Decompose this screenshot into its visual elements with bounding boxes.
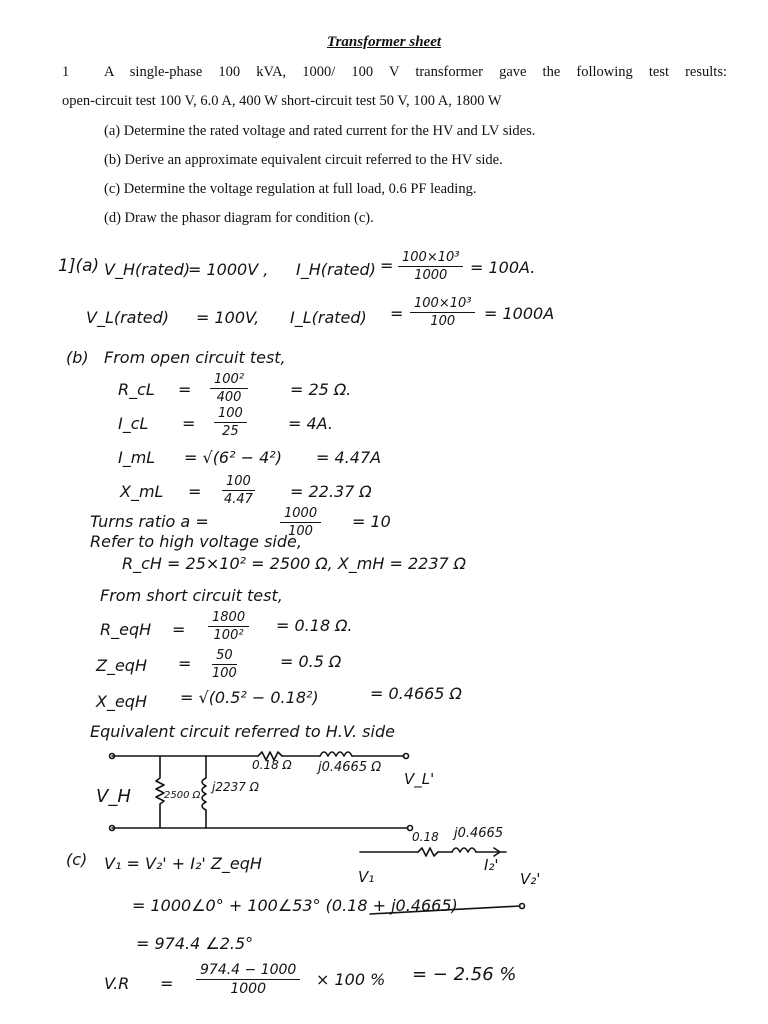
- turns-ratio-label: Turns ratio a =: [90, 512, 209, 531]
- c-circuit-v2-label: V₂': [520, 870, 541, 888]
- refer-hv-line: Refer to high voltage side,: [90, 532, 302, 551]
- ih-rated-result: = 100A.: [470, 258, 536, 277]
- rcl-label: R_cL: [118, 380, 155, 399]
- il-rated-label: I_L(rated): [290, 308, 367, 327]
- solution-a-label: 1](a): [58, 256, 100, 276]
- question-part-c: (c) Determine the voltage regulation at full load, 0.6 PF leading.: [104, 181, 477, 197]
- req-equals: =: [172, 620, 186, 639]
- turns-ratio-result: = 10: [352, 512, 391, 531]
- zeq-result: = 0.5 Ω: [280, 652, 342, 671]
- xml-label: X_mL: [120, 482, 164, 501]
- c-circuit-resistance-label: 0.18: [412, 830, 439, 844]
- c-result-terminal: [520, 904, 525, 909]
- ec-inductor: [320, 752, 352, 756]
- xeq-result: = 0.4665 Ω: [370, 684, 462, 703]
- question-part-d: (d) Draw the phasor diagram for condition (c).: [104, 210, 374, 226]
- il-rated-result: = 1000A: [484, 304, 555, 323]
- rcl-equals: =: [178, 380, 192, 399]
- zeq-equals: =: [178, 654, 192, 673]
- c-circuit-inductor: [452, 848, 476, 852]
- icl-denominator: 25: [222, 424, 239, 439]
- question-number: 1: [62, 64, 70, 80]
- req-denominator: 100²: [213, 628, 244, 643]
- c-circuit-v1-label: V₁: [358, 868, 375, 886]
- ih-rated-denominator: 1000: [414, 268, 448, 283]
- c-circuit-reactance-label: j0.4665: [454, 826, 504, 841]
- c-circuit-resistor: [418, 848, 438, 856]
- question-line-2: open-circuit test 100 V, 6.0 A, 400 W short-circuit test 50 V, 100 A, 1800 W: [62, 93, 502, 109]
- iml-label: I_mL: [118, 448, 156, 467]
- ih-rated-numerator: 100×10³: [398, 250, 463, 267]
- turns-ratio-denominator: 100: [288, 524, 313, 539]
- vl-rated-label: V_L(rated): [86, 308, 169, 327]
- open-circuit-heading: From open circuit test,: [104, 348, 286, 367]
- vh-rated-value: = 1000V ,: [188, 260, 269, 279]
- xeq-label: X_eqH: [96, 692, 147, 711]
- xml-numerator: 100: [222, 474, 255, 491]
- iml-expression: = √(6² − 4²): [184, 448, 282, 467]
- vr-fraction: [196, 962, 300, 997]
- equivalent-circuit-heading: Equivalent circuit referred to H.V. side: [90, 722, 395, 741]
- vr-equals: =: [160, 974, 174, 993]
- vr-denominator: 1000: [230, 981, 266, 997]
- xeq-expression: = √(0.5² − 0.18²): [180, 688, 319, 707]
- ec-reactance-label: j0.4665 Ω: [318, 760, 382, 775]
- req-result: = 0.18 Ω.: [276, 616, 353, 635]
- ec-resistance-label: 0.18 Ω: [252, 758, 292, 772]
- vr-result: = − 2.56 %: [412, 964, 517, 985]
- il-rated-denominator: 100: [430, 314, 456, 329]
- iml-result: = 4.47A: [316, 448, 382, 467]
- vr-numerator: 974.4 − 1000: [196, 962, 300, 980]
- vh-rated-label: V_H(rated): [104, 260, 191, 279]
- c-circuit-i2-label: I₂': [484, 856, 499, 874]
- ec-core-resistance-label: 2500 Ω: [164, 790, 201, 801]
- rcl-result: = 25 Ω.: [290, 380, 352, 399]
- zeq-label: Z_eqH: [96, 656, 147, 675]
- turns-ratio-numerator: 1000: [280, 506, 321, 523]
- shunt-inductor-branch: [202, 756, 206, 828]
- solution-c-label: (c): [66, 850, 88, 869]
- icl-equals: =: [182, 414, 196, 433]
- vl-rated-value: = 100V,: [196, 308, 260, 327]
- c-equation-2: = 1000∠0° + 100∠53° (0.18 + j0.4665): [132, 896, 458, 915]
- ih-rated-equals: =: [380, 256, 394, 275]
- rch-xmh-line: R_cH = 25×10² = 2500 Ω, X_mH = 2237 Ω: [122, 554, 467, 573]
- c-equation-3: = 974.4 ∠2.5°: [136, 934, 254, 953]
- zeq-numerator: 50: [212, 648, 237, 665]
- rcl-denominator: 400: [216, 390, 242, 405]
- xml-denominator: 4.47: [223, 492, 253, 507]
- icl-result: = 4A.: [288, 414, 333, 433]
- shunt-resistor-branch: [156, 756, 164, 828]
- icl-label: I_cL: [118, 414, 149, 433]
- vr-label: V.R: [104, 974, 130, 993]
- vr-multiplier: × 100 %: [316, 970, 386, 989]
- icl-numerator: 100: [214, 406, 247, 423]
- il-rated-numerator: 100×10³: [410, 296, 475, 313]
- il-rated-equals: =: [390, 304, 404, 323]
- xml-equals: =: [188, 482, 202, 501]
- zeq-denominator: 100: [212, 666, 237, 681]
- c-equation-1: V₁ = V₂' + I₂' Z_eqH: [104, 854, 262, 873]
- req-label: R_eqH: [100, 620, 152, 639]
- ec-vl-label: V_L': [404, 770, 435, 788]
- solution-b-label: (b): [66, 348, 89, 367]
- ec-terminal-top-right: [404, 754, 409, 759]
- rcl-numerator: 100²: [210, 372, 248, 389]
- short-circuit-heading: From short circuit test,: [100, 586, 283, 605]
- ec-vh-label: V_H: [96, 786, 131, 807]
- question-part-a: (a) Determine the rated voltage and rated current for the HV and LV sides.: [104, 123, 536, 139]
- question-line-1: A single-phase 100 kVA, 1000/ 100 V transformer gave the following test results:: [104, 64, 727, 80]
- page-title: Transformer sheet: [326, 34, 442, 50]
- xml-result: = 22.37 Ω: [290, 482, 372, 501]
- ec-magnetizing-reactance-label: j2237 Ω: [212, 780, 259, 794]
- ih-rated-label: I_H(rated): [296, 260, 376, 279]
- question-part-b: (b) Derive an approximate equivalent circuit referred to the HV side.: [104, 152, 503, 168]
- req-numerator: 1800: [208, 610, 249, 627]
